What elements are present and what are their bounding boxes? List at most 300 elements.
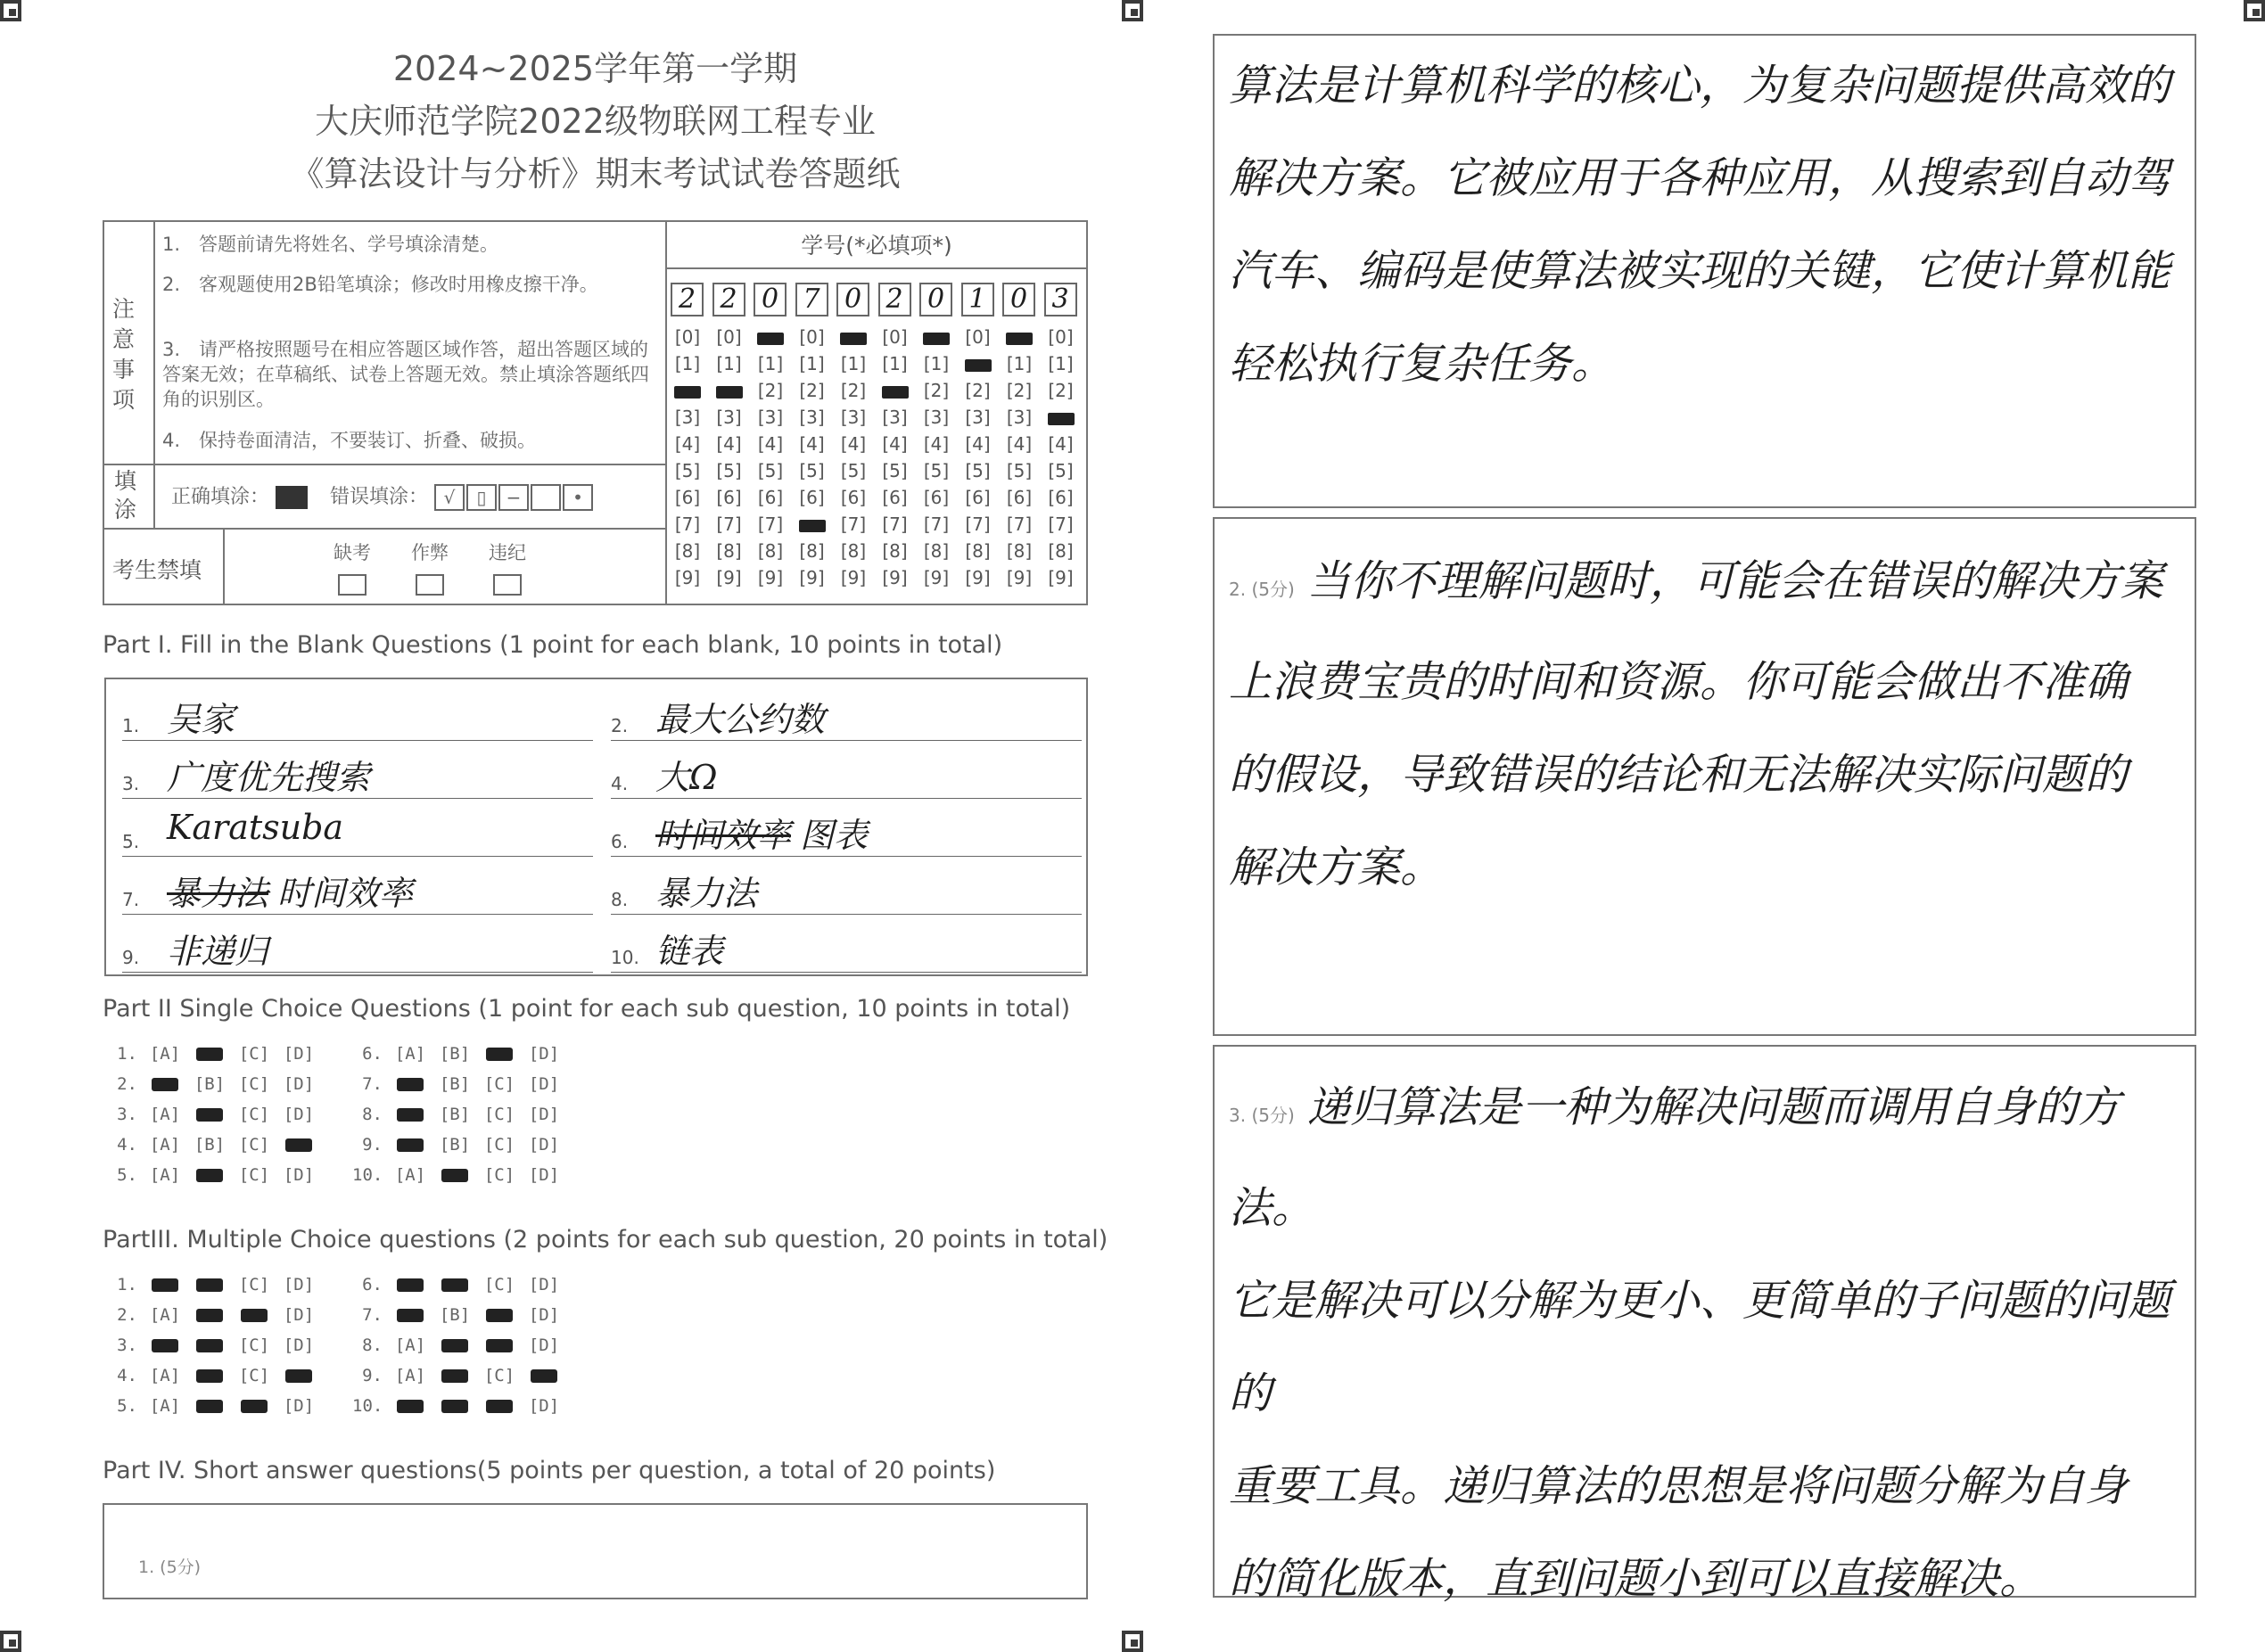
student-id-bubble[interactable]: [7] (965, 514, 991, 535)
student-id-digit-box: 3 (1044, 283, 1077, 316)
part3-option-bubble[interactable] (432, 1275, 477, 1294)
restricted-absent-label: 缺考 (334, 542, 371, 563)
part4-title: Part IV. Short answer questions(5 points per question, a total of 20 points) (103, 1457, 996, 1484)
part2-question-row (107, 1105, 321, 1124)
part3-option-bubble[interactable] (388, 1275, 432, 1294)
student-id-bubble[interactable]: [3] (882, 407, 908, 428)
part3-option-letter: [D] (283, 1305, 315, 1325)
part2-question-number: 1. (117, 1044, 137, 1064)
student-id-bubble[interactable] (665, 380, 710, 401)
student-id-bubble[interactable]: [7] (1006, 514, 1033, 535)
student-id-digit-box: 2 (878, 283, 911, 316)
part2-option-bubble[interactable] (187, 1135, 232, 1155)
part3-question-row (107, 1305, 321, 1325)
student-id-bubble[interactable]: [6] (716, 487, 742, 508)
q2-answer (1229, 535, 2183, 914)
part3-option-bubble[interactable] (477, 1366, 522, 1385)
part3-option-bubble[interactable] (522, 1396, 566, 1416)
restricted-cheat (403, 538, 457, 596)
part3-option-bubble[interactable] (187, 1275, 232, 1294)
student-id-bubble[interactable]: [2] (799, 380, 825, 401)
part2-option-letter: [A] (149, 1105, 181, 1124)
student-id-bubble[interactable]: [8] (923, 540, 950, 562)
student-id-bubble[interactable]: [5] (965, 460, 991, 481)
part3-option-bubble[interactable] (232, 1336, 276, 1355)
part2-option-letter: [D] (283, 1105, 315, 1124)
exam-school: 大庆师范学院2022级物联网工程专业 (315, 102, 876, 141)
student-id-bubble[interactable]: [1] (757, 353, 784, 374)
part3-question-number: 6. (362, 1275, 383, 1294)
part3-option-letter: [D] (528, 1305, 560, 1325)
restricted-violation-box (493, 574, 522, 596)
part3-option-bubble[interactable] (432, 1336, 477, 1355)
part1-answer-text[interactable] (655, 692, 825, 741)
part3-option-letter: [C] (238, 1366, 270, 1385)
part2-option-letter: [D] (528, 1074, 560, 1094)
q2-label: 2. (5分) (1229, 579, 1295, 600)
part2-question-number: 2. (117, 1074, 137, 1094)
student-id-bubble[interactable]: [4] (799, 433, 825, 455)
part3-option-bubble[interactable] (143, 1336, 187, 1355)
q3-answer-line-3: 重要工具。递归算法的思想是将问题分解为自身 (1229, 1461, 2129, 1511)
part3-option-bubble[interactable] (143, 1305, 187, 1325)
student-id-title: 学号(*必填项*) (801, 233, 952, 259)
part2-option-bubble[interactable] (232, 1165, 276, 1185)
student-id-bubble[interactable]: [6] (882, 487, 908, 508)
student-id-bubble[interactable]: [9] (674, 567, 701, 588)
part2-question-row (352, 1105, 566, 1124)
part2-question-row (352, 1165, 566, 1185)
part2-title: Part II Single Choice Questions (1 point for each sub question, 10 points in total) (103, 995, 1071, 1023)
student-id-bubble[interactable]: [5] (923, 460, 950, 481)
student-id-bubble[interactable]: [3] (799, 407, 825, 428)
part1-struck-text: 暴力法 (167, 874, 269, 913)
wrong-fill-mark-1: √ (434, 484, 465, 511)
part2-option-bubble[interactable] (187, 1074, 232, 1094)
part1-title: Part I. Fill in the Blank Questions (1 point for each blank, 10 points in total) (103, 631, 1003, 659)
part3-option-letter: [A] (149, 1305, 181, 1325)
part2-option-bubble[interactable] (143, 1135, 187, 1155)
student-id-bubble[interactable]: [2] (1048, 380, 1074, 401)
part2-option-bubble[interactable] (522, 1074, 566, 1094)
part2-option-letter: [D] (528, 1105, 560, 1124)
student-id-bubble[interactable]: [7] (1048, 514, 1074, 535)
student-id-bubble[interactable]: [4] (882, 433, 908, 455)
student-id-bubble[interactable]: [6] (1048, 487, 1074, 508)
student-id-bubble[interactable]: [4] (716, 433, 742, 455)
part2-question-row (107, 1135, 321, 1155)
student-id-bubble[interactable]: [6] (1006, 487, 1033, 508)
student-id-bubble[interactable]: [7] (716, 514, 742, 535)
student-id-bubble[interactable]: [3] (923, 407, 950, 428)
student-id-bubble-filled (1048, 413, 1075, 425)
corner-mark-top-center (1122, 0, 1143, 21)
part3-option-bubble[interactable] (187, 1305, 232, 1325)
part1-struck-text: 时间效率 (655, 816, 792, 855)
q3-answer-line-4: 的简化版本，直到问题小到可以直接解决。 (1229, 1554, 2043, 1604)
student-id-bubble[interactable]: [4] (965, 433, 991, 455)
part2-option-bubble[interactable] (522, 1165, 566, 1185)
part3-option-bubble[interactable] (388, 1366, 432, 1385)
student-id-bubble[interactable]: [6] (757, 487, 784, 508)
student-id-digit-box: 0 (836, 283, 869, 316)
student-id-bubble[interactable]: [6] (923, 487, 950, 508)
student-id-bubble[interactable]: [1] (716, 353, 742, 374)
part3-option-bubble[interactable] (477, 1336, 522, 1355)
part3-option-bubble[interactable] (143, 1275, 187, 1294)
part1-answer-text[interactable] (655, 866, 757, 915)
student-id-bubble[interactable] (790, 514, 835, 535)
part3-option-bubble[interactable] (432, 1366, 477, 1385)
student-id-bubble-filled (757, 333, 784, 345)
student-id-bubble[interactable]: [3] (840, 407, 867, 428)
part3-question-row (107, 1366, 321, 1385)
part3-option-letter: [B] (439, 1305, 471, 1325)
part2-option-letter: [D] (528, 1165, 560, 1185)
student-id-bubble[interactable]: [5] (799, 460, 825, 481)
student-id-bubble[interactable]: [7] (882, 514, 908, 535)
part2-option-bubble[interactable] (388, 1044, 432, 1064)
student-id-bubble[interactable]: [4] (1006, 433, 1033, 455)
part3-option-letter: [D] (283, 1396, 315, 1416)
part1-answer-text[interactable] (167, 692, 235, 741)
student-id-bubble[interactable]: [8] (716, 540, 742, 562)
part3-option-bubble[interactable] (187, 1366, 232, 1385)
student-id-bubble[interactable]: [6] (840, 487, 867, 508)
student-id-bubble[interactable]: [0] (1048, 326, 1074, 348)
student-id-bubble[interactable]: [1] (799, 353, 825, 374)
part2-option-bubble[interactable] (388, 1074, 432, 1094)
part2-option-bubble[interactable] (432, 1044, 477, 1064)
part1-answer-value: 暴力法 (655, 874, 758, 913)
student-id-bubble[interactable] (1039, 407, 1083, 428)
part2-option-bubble[interactable] (432, 1105, 477, 1124)
part3-question-row (352, 1366, 566, 1385)
student-id-bubble[interactable]: [7] (840, 514, 867, 535)
student-id-bubble[interactable]: [6] (799, 487, 825, 508)
part2-option-bubble[interactable] (477, 1074, 522, 1094)
part3-option-bubble[interactable] (432, 1305, 477, 1325)
part3-question-row (352, 1275, 566, 1294)
part3-option-bubble[interactable] (477, 1396, 522, 1416)
part2-option-letter: [D] (283, 1165, 315, 1185)
part3-option-bubble[interactable] (187, 1336, 232, 1355)
student-id-bubble[interactable]: [9] (840, 567, 867, 588)
student-id-bubble[interactable]: [5] (674, 460, 701, 481)
student-id-bubble[interactable]: [8] (674, 540, 701, 562)
student-id-bubble[interactable]: [7] (674, 514, 701, 535)
part2-question-row (107, 1074, 321, 1094)
student-id-bubble[interactable]: [1] (840, 353, 867, 374)
student-id-bubble[interactable]: [9] (1048, 567, 1074, 588)
student-id-bubble-filled (965, 359, 992, 372)
part2-option-bubble[interactable] (477, 1105, 522, 1124)
part2-question-number: 3. (117, 1105, 137, 1124)
part3-option-bubble[interactable] (187, 1396, 232, 1416)
part2-option-letter: [A] (394, 1165, 426, 1185)
part1-answer-text[interactable] (655, 924, 723, 973)
student-id-bubble-filled (716, 386, 743, 399)
corner-mark-top-left (0, 0, 21, 21)
notice-label: 注意事项 (112, 296, 136, 413)
student-id-bubble[interactable]: [2] (840, 380, 867, 401)
student-id-bubble[interactable]: [6] (965, 487, 991, 508)
part2-option-letter: [C] (238, 1135, 270, 1155)
student-id-bubble[interactable] (873, 380, 918, 401)
part2-question-row (107, 1044, 321, 1064)
student-id-bubble[interactable]: [3] (965, 407, 991, 428)
part2-option-bubble[interactable] (143, 1044, 187, 1064)
part3-question-row (107, 1396, 321, 1416)
q3-answer-line-2: 它是解决可以分解为更小、更简单的子问题的问题的 (1229, 1276, 2171, 1418)
part2-option-letter: [B] (439, 1044, 471, 1064)
student-id-bubble[interactable]: [9] (757, 567, 784, 588)
part3-question-number: 4. (117, 1366, 137, 1385)
restricted-violation-label: 违纪 (489, 542, 526, 563)
student-id-bubble[interactable] (956, 353, 1001, 374)
part1-answer-text[interactable] (167, 924, 268, 973)
student-id-bubble[interactable]: [8] (1006, 540, 1033, 562)
part2-option-bubble[interactable] (432, 1135, 477, 1155)
student-id-bubble[interactable]: [4] (840, 433, 867, 455)
student-id-bubble[interactable]: [1] (1006, 353, 1033, 374)
part2-option-bubble[interactable] (143, 1074, 187, 1094)
student-id-bubble[interactable]: [0] (965, 326, 991, 348)
student-id-digit-box: 7 (795, 283, 828, 316)
part2-option-bubble[interactable] (276, 1105, 321, 1124)
student-id-bubble[interactable]: [2] (965, 380, 991, 401)
student-id-bubble[interactable]: [3] (1006, 407, 1033, 428)
student-id-bubble[interactable]: [8] (757, 540, 784, 562)
part2-option-bubble[interactable] (232, 1105, 276, 1124)
part2-option-letter: [C] (483, 1165, 515, 1185)
part2-option-bubble[interactable] (477, 1044, 522, 1064)
part2-option-letter: [B] (194, 1135, 226, 1155)
student-id-bubble[interactable]: [1] (674, 353, 701, 374)
part3-option-bubble[interactable] (432, 1396, 477, 1416)
part2-option-bubble[interactable] (477, 1165, 522, 1185)
student-id-bubble[interactable]: [5] (882, 460, 908, 481)
q2-answer-line-2: 上浪费宝贵的时间和资源。你可能会做出不准确 (1229, 657, 2129, 707)
part3-option-letter: [D] (283, 1275, 315, 1294)
part3-option-bubble[interactable] (276, 1336, 321, 1355)
part3-option-bubble[interactable] (232, 1366, 276, 1385)
part3-option-bubble[interactable] (276, 1366, 321, 1385)
student-id-bubble-filled (840, 333, 867, 345)
part3-question-number: 3. (117, 1336, 137, 1355)
part2-option-bubble[interactable] (522, 1044, 566, 1064)
part1-answer-value: 图表 (800, 816, 869, 855)
student-id-bubble[interactable]: [2] (923, 380, 950, 401)
part1-answer-value: 广度优先搜索 (167, 758, 371, 797)
student-id-bubble[interactable]: [8] (799, 540, 825, 562)
part3-question-row (107, 1336, 321, 1355)
part2-option-bubble[interactable] (187, 1105, 232, 1124)
student-id-bubble[interactable]: [4] (923, 433, 950, 455)
part2-option-bubble[interactable] (232, 1135, 276, 1155)
student-id-bubble[interactable]: [4] (674, 433, 701, 455)
part3-option-bubble[interactable] (276, 1396, 321, 1416)
q1-answer (1229, 39, 2183, 410)
part2-option-letter: [A] (149, 1165, 181, 1185)
part2-option-letter: [D] (283, 1044, 315, 1064)
student-id-bubble[interactable]: [9] (1006, 567, 1033, 588)
part3-option-bubble[interactable] (232, 1305, 276, 1325)
part3-option-bubble[interactable] (522, 1366, 566, 1385)
q1-answer-line-1: 算法是计算机科学的核心，为复杂问题提供高效的 (1229, 61, 2171, 111)
part2-option-bubble[interactable] (388, 1105, 432, 1124)
part3-option-bubble[interactable] (477, 1305, 522, 1325)
student-id-bubble[interactable]: [3] (716, 407, 742, 428)
notice-item-1: 1. 答题前请先将姓名、学号填涂清楚。 (162, 234, 499, 255)
student-id-bubble[interactable] (997, 326, 1042, 348)
student-id-bubble[interactable]: [5] (716, 460, 742, 481)
part2-option-bubble[interactable] (522, 1135, 566, 1155)
student-id-bubble[interactable]: [8] (882, 540, 908, 562)
student-id-bubble[interactable]: [5] (757, 460, 784, 481)
part2-option-bubble[interactable] (143, 1165, 187, 1185)
part2-option-bubble[interactable] (143, 1105, 187, 1124)
student-id-bubble-filled (882, 386, 909, 399)
part1-answer-text[interactable] (167, 750, 370, 799)
student-id-bubble[interactable]: [8] (840, 540, 867, 562)
part2-option-bubble[interactable] (232, 1074, 276, 1094)
student-id-bubble[interactable]: [2] (757, 380, 784, 401)
student-id-digit-box: 0 (1002, 283, 1035, 316)
part2-question-number: 6. (362, 1044, 383, 1064)
q1-label: 1. (5分) (138, 1557, 202, 1577)
part1-answer-number: 5. (122, 831, 140, 852)
student-id-bubble[interactable]: [5] (1048, 460, 1074, 481)
part1-answer-text[interactable] (167, 808, 343, 847)
part2-question-number: 10. (352, 1165, 383, 1185)
part3-question-number: 1. (117, 1275, 137, 1294)
part1-answer-text[interactable] (655, 808, 868, 857)
student-id-bubble[interactable]: [5] (1006, 460, 1033, 481)
student-id-bubble[interactable]: [4] (757, 433, 784, 455)
part2-option-bubble[interactable] (388, 1165, 432, 1185)
part2-option-bubble[interactable] (477, 1135, 522, 1155)
part2-question-number: 9. (362, 1135, 383, 1155)
part2-option-bubble[interactable] (232, 1044, 276, 1064)
part2-option-bubble[interactable] (276, 1165, 321, 1185)
student-id-bubble[interactable]: [3] (674, 407, 701, 428)
student-id-digit-box: 2 (712, 283, 745, 316)
part2-option-bubble[interactable] (276, 1135, 321, 1155)
part3-option-letter: [A] (149, 1366, 181, 1385)
part2-option-bubble[interactable] (276, 1044, 321, 1064)
part2-option-bubble[interactable] (187, 1165, 232, 1185)
wrong-fill-mark-3: − (498, 484, 529, 511)
part3-option-bubble[interactable] (388, 1336, 432, 1355)
part3-option-bubble[interactable] (143, 1366, 187, 1385)
student-id-bubble[interactable]: [9] (923, 567, 950, 588)
part2-option-letter: [B] (439, 1074, 471, 1094)
q2-answer-line-1: 当你不理解问题时，可能会在错误的解决方案 (1306, 556, 2163, 606)
part2-option-bubble[interactable] (522, 1105, 566, 1124)
student-id-bubble[interactable]: [9] (882, 567, 908, 588)
correct-fill-example (171, 481, 595, 511)
part2-option-letter: [A] (394, 1044, 426, 1064)
part2-option-letter: [C] (238, 1074, 270, 1094)
part1-answer-value: 时间效率 (277, 874, 414, 913)
student-id-bubble[interactable] (831, 326, 876, 348)
student-id-bubble[interactable]: [7] (757, 514, 784, 535)
part3-option-bubble[interactable] (276, 1275, 321, 1294)
student-id-bubble[interactable] (914, 326, 959, 348)
part3-option-letter: [C] (483, 1275, 515, 1294)
corner-mark-bottom-center (1122, 1631, 1143, 1652)
part2-option-bubble[interactable] (432, 1165, 477, 1185)
part3-option-bubble[interactable] (522, 1305, 566, 1325)
student-id-bubble[interactable]: [0] (882, 326, 908, 348)
student-id-bubble[interactable]: [0] (674, 326, 701, 348)
part3-question-number: 8. (362, 1336, 383, 1355)
wrong-fill-mark-2: ▯ (466, 484, 497, 511)
student-id-bubble[interactable]: [9] (716, 567, 742, 588)
part3-question-row (352, 1336, 566, 1355)
student-id-bubble[interactable]: [2] (1006, 380, 1033, 401)
part3-question-number: 7. (362, 1305, 383, 1325)
part2-option-bubble[interactable] (432, 1074, 477, 1094)
part1-answer-number: 7. (122, 889, 140, 910)
student-id-bubble[interactable]: [1] (882, 353, 908, 374)
part3-option-letter: [C] (238, 1275, 270, 1294)
student-id-bubble[interactable]: [9] (965, 567, 991, 588)
part3-option-bubble[interactable] (522, 1336, 566, 1355)
student-id-bubble[interactable]: [0] (799, 326, 825, 348)
student-id-bubble[interactable]: [7] (923, 514, 950, 535)
part3-option-bubble[interactable] (143, 1396, 187, 1416)
part3-option-bubble[interactable] (477, 1275, 522, 1294)
student-id-bubble[interactable] (748, 326, 793, 348)
student-id-bubble[interactable] (707, 380, 752, 401)
part1-answer-number: 1. (122, 715, 140, 736)
wrong-fill-label: 错误填涂： (330, 486, 429, 508)
student-id-bubble[interactable]: [5] (840, 460, 867, 481)
part3-option-bubble[interactable] (232, 1396, 276, 1416)
student-id-bubble-filled (799, 520, 826, 532)
student-id-bubble[interactable]: [8] (1048, 540, 1074, 562)
part1-answer-text[interactable] (655, 750, 718, 799)
part2-option-bubble[interactable] (276, 1074, 321, 1094)
student-id-digit-box: 0 (919, 283, 952, 316)
part3-option-letter: [D] (283, 1336, 315, 1355)
part2-question-number: 5. (117, 1165, 137, 1185)
q3-answer (1229, 1061, 2183, 1625)
student-id-bubble[interactable]: [8] (965, 540, 991, 562)
part3-option-bubble[interactable] (388, 1396, 432, 1416)
student-id-bubble[interactable]: [1] (923, 353, 950, 374)
student-id-bubble[interactable]: [0] (716, 326, 742, 348)
part3-option-bubble[interactable] (522, 1275, 566, 1294)
q3-answer-line-1: 递归算法是一种为解决问题而调用自身的方法。 (1229, 1082, 2121, 1233)
student-id-bubble[interactable]: [3] (757, 407, 784, 428)
part3-option-bubble[interactable] (388, 1305, 432, 1325)
part3-option-bubble[interactable] (276, 1305, 321, 1325)
student-id-bubble[interactable]: [1] (1048, 353, 1074, 374)
exam-title: 《算法设计与分析》期末考试试卷答题纸 (290, 154, 901, 193)
part1-answer-text[interactable] (167, 866, 413, 915)
part2-option-bubble[interactable] (187, 1044, 232, 1064)
student-id-bubble[interactable]: [6] (674, 487, 701, 508)
part2-option-bubble[interactable] (388, 1135, 432, 1155)
student-id-bubble[interactable]: [4] (1048, 433, 1074, 455)
student-id-bubble[interactable]: [9] (799, 567, 825, 588)
part2-option-letter: [B] (439, 1135, 471, 1155)
part2-option-letter: [A] (149, 1135, 181, 1155)
part3-option-bubble[interactable] (232, 1275, 276, 1294)
